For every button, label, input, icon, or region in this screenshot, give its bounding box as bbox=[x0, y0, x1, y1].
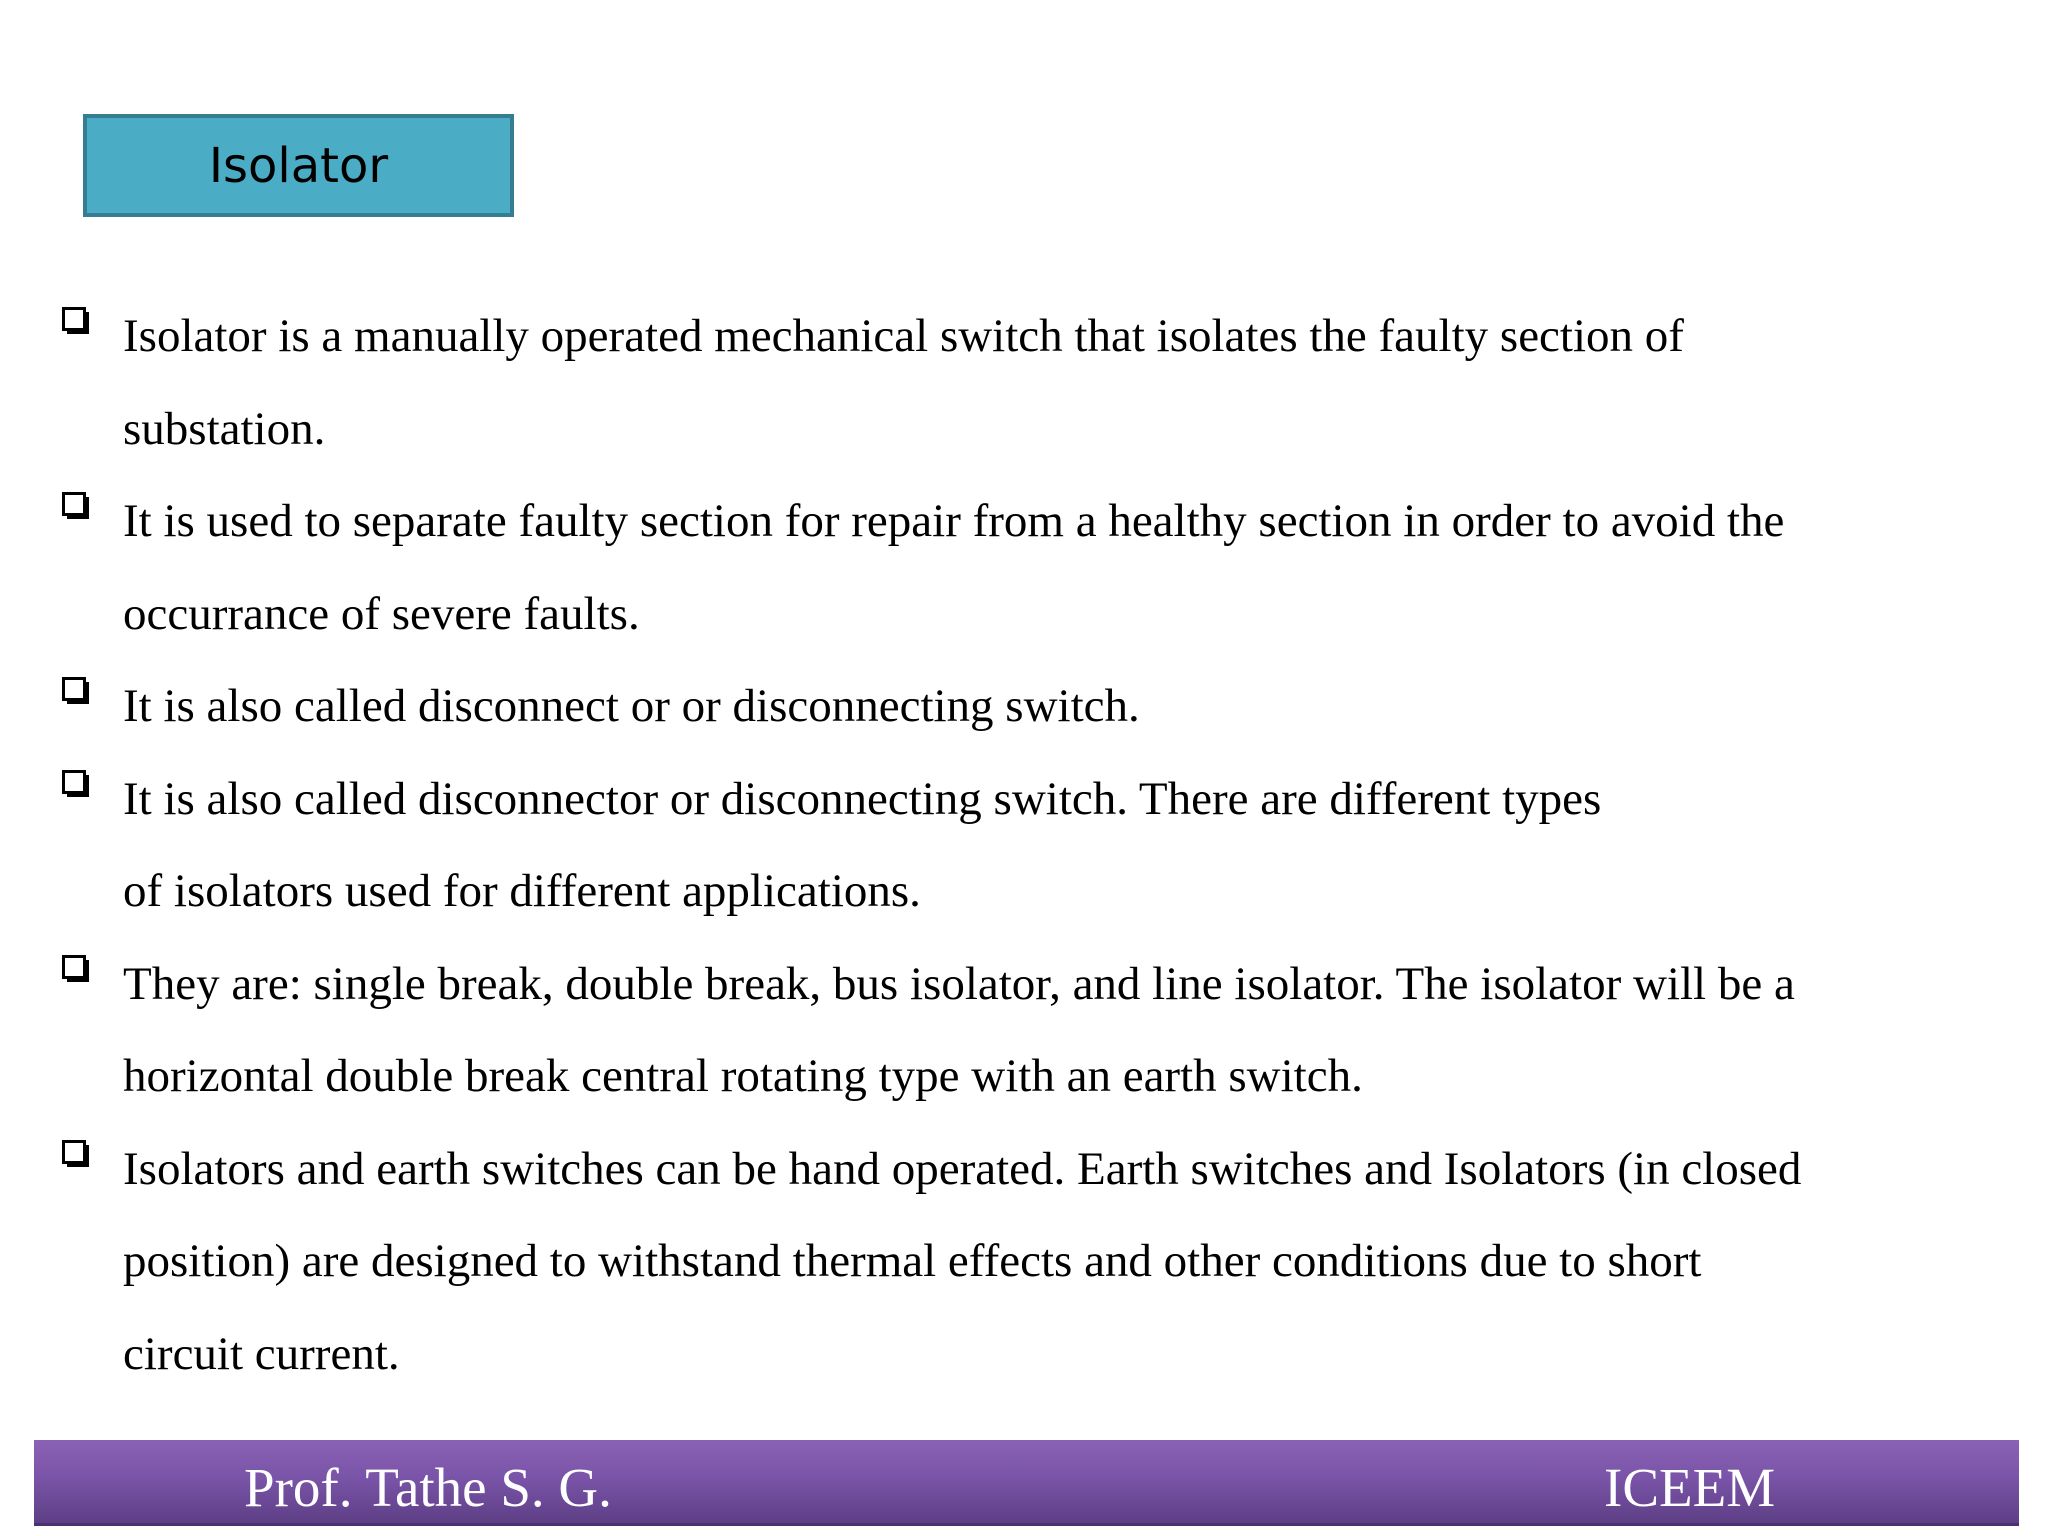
footer-bar bbox=[34, 1440, 2019, 1526]
footer-author: Prof. Tathe S. G. bbox=[244, 1457, 612, 1518]
bullet-line: It is used to separate faulty section for repair from a healthy section in order to avoid the bbox=[123, 495, 1785, 547]
checkbox-bullet-icon bbox=[62, 492, 90, 520]
bullet-line: It is also called disconnect or or disconnecting switch. bbox=[123, 680, 1140, 732]
checkbox-bullet-icon bbox=[62, 1140, 90, 1168]
bullet-line: They are: single break, double break, bus isolator, and line isolator. The isolator will be a bbox=[123, 957, 1795, 1010]
checkbox-bullet-icon bbox=[62, 955, 90, 983]
checkbox-bullet-icon bbox=[62, 677, 90, 705]
bullet-item bbox=[60, 753, 1990, 938]
bullet-list bbox=[60, 290, 1990, 1400]
slide-title: Isolator bbox=[208, 137, 389, 194]
bullet-item bbox=[60, 475, 1990, 660]
checkbox-bullet-icon bbox=[62, 770, 90, 798]
bullet-line: It is also called disconnector or disconnecting switch. There are different types bbox=[123, 772, 1602, 825]
bullet-line: circuit current. bbox=[123, 1327, 400, 1380]
bullet-line: of isolators used for different applications. bbox=[123, 865, 921, 917]
bullet-item bbox=[60, 290, 1990, 475]
bullet-line: substation. bbox=[123, 402, 326, 455]
bullet-item bbox=[60, 660, 1990, 753]
footer-institution: ICEEM bbox=[1604, 1457, 1776, 1518]
bullet-line: Isolator is a manually operated mechanical switch that isolates the faulty section of bbox=[123, 310, 1684, 362]
title-box bbox=[83, 114, 514, 217]
bullet-line: horizontal double break central rotating type with an earth switch. bbox=[123, 1050, 1363, 1102]
bullet-line: Isolators and earth switches can be hand operated. Earth switches and Isolators (in closed bbox=[123, 1142, 1802, 1195]
bullet-line: occurrance of severe faults. bbox=[123, 587, 640, 640]
checkbox-bullet-icon bbox=[62, 307, 90, 335]
bullet-item bbox=[60, 1123, 1990, 1401]
bullet-line: position) are designed to withstand thermal effects and other conditions due to short bbox=[123, 1235, 1702, 1287]
bullet-item bbox=[60, 938, 1990, 1123]
